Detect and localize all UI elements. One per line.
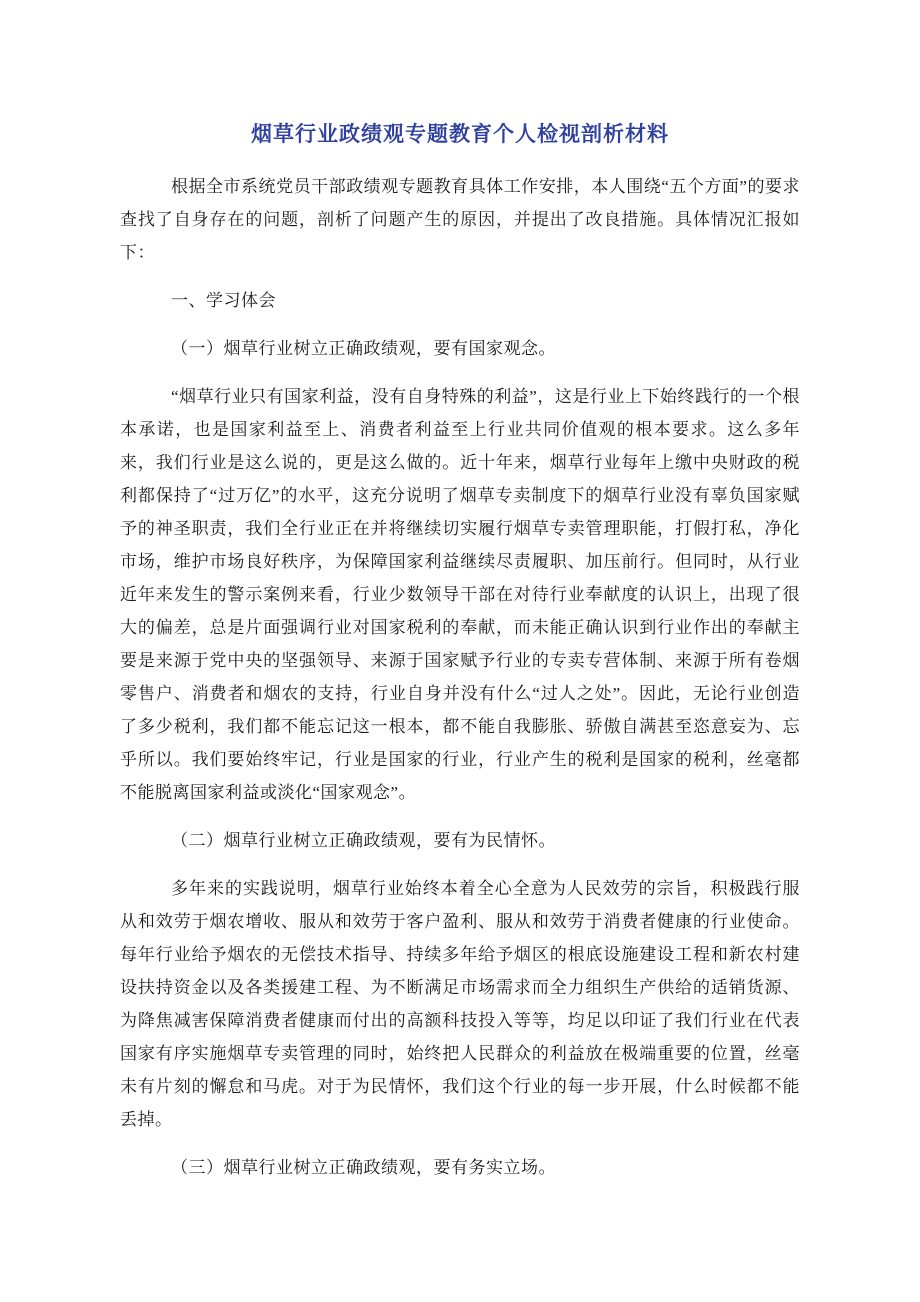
- subsection-heading-pragmatic-stance: （三）烟草行业树立正确政绩观，要有务实立场。: [171, 1158, 556, 1177]
- intro-paragraph: 根据全市系统党员干部政绩观专题教育具体工作安排，本人围绕“五个方面”的要求查找了自身存在的问题，剖析了问题产生的原因，并提出了改良措施。具体情况汇报如下：: [120, 177, 800, 262]
- document-title: 烟草行业政绩观专题教育个人检视剖析材料: [251, 122, 669, 146]
- subsection-heading-people-sentiment: （二）烟草行业树立正确政绩观，要有为民情怀。: [171, 831, 556, 850]
- body-paragraph-people-sentiment: 多年来的实践说明，烟草行业始终本着全心全意为人民效劳的宗旨，积极践行服从和效劳于烟农增收、服从和效劳于客户盈利、服从和效劳于消费者健康的行业使命。每年行业给予烟农的无偿技术指导、持续多年给予烟区的根底设施建设工程和新农村建设扶持资金以及各类援建工程、为不断满足市场需求而全力组织生产供给的适销货源、为降焦减害保障消费者健康而付出的高额科技投入等等，均足以印证了我们行业在代表国家有序实施烟草专卖管理的同时，始终把人民群众的利益放在极端重要的位置，丝毫未有片刻的懈怠和马虎。对于为民情怀，我们这个行业的每一步开展，什么时候都不能丢掉。: [120, 879, 800, 1129]
- section-heading-study-experience: 一、学习体会: [171, 291, 276, 310]
- body-paragraph-national-concept: “烟草行业只有国家利益，没有自身特殊的利益”，这是行业上下始终践行的一个根本承诺，也是国家利益至上、消费者利益至上行业共同价值观的根本要求。这么多年来，我们行业是这么说的，更是这么做的。近十年来，烟草行业每年上缴中央财政的税利都保持了“过万亿”的水平，这充分说明了烟草专卖制度下的烟草行业没有辜负国家赋予的神圣职责，我们全行业正在并将继续切实履行烟草专卖管理职能，打假打私，净化市场，维护市场良好秩序，为保障国家利益继续尽责履职、加压前行。但同时，从行业近年来发生的警示案例来看，行业少数领导干部在对待行业奉献度的认识上，出现了很大的偏差，总是片面强调行业对国家税利的奉献，而未能正确认识到行业作出的奉献主要是来源于党中央的坚强领导、来源于国家赋予行业的专卖专营体制、来源于所有卷烟零售户、消费者和烟农的支持，行业自身并没有什么“过人之处”。因此，无论行业创造了多少税利，我们都不能忘记这一根本，都不能自我膨胀、骄傲自满甚至恣意妄为、忘乎所以。我们要始终牢记，行业是国家的行业，行业产生的税利是国家的税利，丝毫都不能脱离国家利益或淡化“国家观念”。: [120, 387, 800, 802]
- subsection-heading-national-concept: （一）烟草行业树立正确政绩观，要有国家观念。: [171, 339, 556, 358]
